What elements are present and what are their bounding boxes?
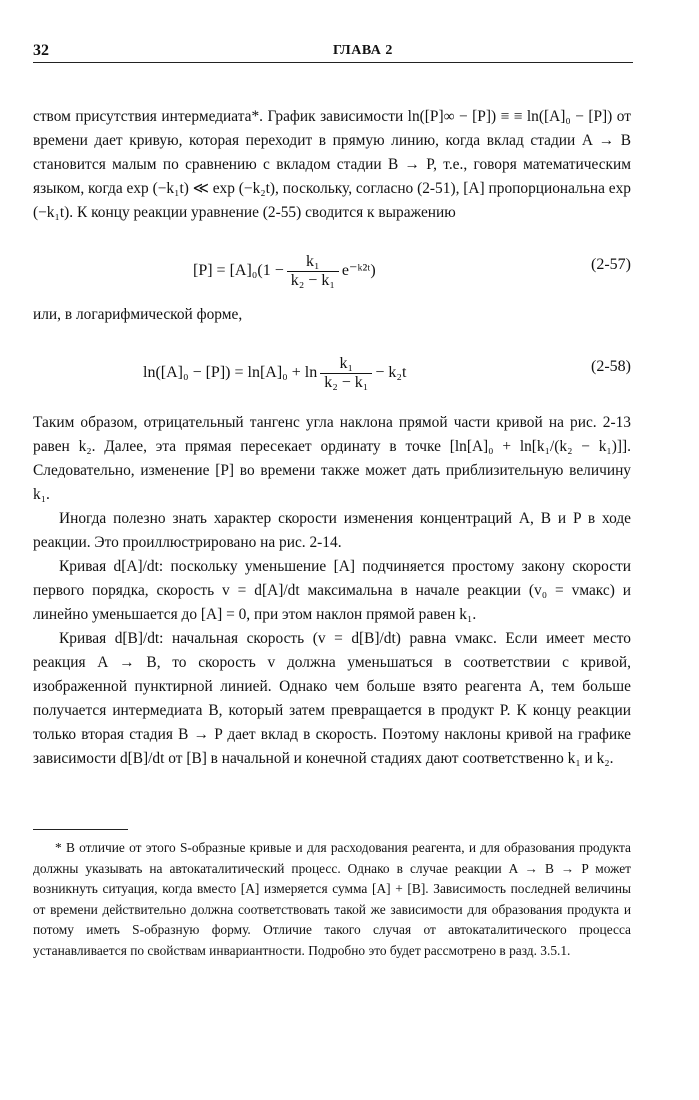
eq2-rhs: − k₂t [375, 364, 407, 382]
eq1-denominator: k₂ − k₁ [290, 272, 335, 289]
equation-number-2-58: (2-58) [591, 358, 631, 375]
paragraph-1: ством присутствия интермедиата*. График зависимости ln([P]∞ − [P]) ≡ ≡ ln([A]₀ − [P]) от времени дает кривую, которая переходит в прямую линию, когда вклад стадии A → B становится малым по сравнению с вкладом стадии B → P, т.е., говоря математическим языком, когда exp (−k₁t) ≪ exp (−k₂t), поскольку, согласно (2-51), [A] пропорциональна exp (−k₁t). К концу реакции уравнение (2-55) сводится к выражению [33, 108, 631, 221]
paragraph-2: или, в логарифмической форме, [33, 306, 243, 323]
eq1-rhs: e⁻ᵏ²ᵗ) [341, 262, 376, 280]
equation-2-57 [33, 235, 631, 295]
footnote-rule [33, 829, 128, 830]
paragraph-5: Кривая d[A]/dt: поскольку уменьшение [A] подчиняется простому закону скорости первого порядка, скорость v = d[A]/dt максимальна в начале реакции (v₀ = vмакс) и линейно уменьшается до [A] = 0, при этом наклон прямой равен k₁. [33, 558, 631, 623]
equation-number-2-57: (2-57) [591, 256, 631, 273]
eq2-denominator: k₂ − k₁ [324, 374, 369, 391]
paragraph-4: Иногда полезно знать характер скорости изменения концентраций A, B и P в ходе реакции. Это проиллюстрировано на рис. 2-14. [33, 510, 631, 551]
eq1-lhs: [P] = [A]₀(1 − [193, 262, 284, 280]
header-rule [33, 62, 633, 63]
page-number: 32 [33, 42, 49, 59]
eq2-fraction [320, 355, 372, 392]
eq2-lhs: ln([A]₀ − [P]) = ln[A]₀ + ln [143, 364, 318, 382]
running-title: ГЛАВА 2 [333, 43, 393, 58]
page-header [33, 42, 633, 62]
eq1-numerator: k₁ [287, 253, 339, 272]
footnote-text: * В отличие от этого S-образные кривые и для расходования реагента, и для образования продукта должны указывать на автокаталитический процесс. Однако в случае реакции A → B → P может возникнуть ситуация, когда вместо [A] измеряется сумма [A] + [B]. Зависимость последней величины от времени действительно должна соответствовать такой же зависимости для образования продукта и потому иметь S-образную форму. Отличие такого случая от автокаталитического процесса устанавливается по свойствам инвариантности. Подробно это будет рассмотрено в разд. 3.5.1. [33, 840, 631, 958]
eq2-numerator: k₁ [320, 355, 372, 374]
footnote [33, 838, 631, 961]
main-text [33, 105, 631, 771]
paragraph-6: Кривая d[B]/dt: начальная скорость (v = d[B]/dt) равна vмакс. Если имеет место реакция A → B, то скорость v должна уменьшаться в соответствии с кривой, изображенной пунктирной линией. Однако чем больше взято реагента A, тем больше получается интермедиата B, который затем превращается в продукт P. К концу реакции только вторая стадия B → P дает вклад в скорость. Поэтому наклоны кривой на графике зависимости d[B]/dt от [B] в начальной и конечной стадиях дают соответственно k₁ и k₂. [33, 630, 631, 767]
eq1-fraction [287, 253, 339, 290]
equation-2-58 [33, 337, 631, 397]
paragraph-3: Таким образом, отрицательный тангенс угла наклона прямой части кривой на рис. 2-13 равен k₂. Далее, эта прямая пересекает ординату в точке [ln[A]₀ + ln[k₁/(k₂ − k₁)]]. Следовательно, изменение [P] во времени также может дать приблизительную величину k₁. [33, 414, 631, 503]
